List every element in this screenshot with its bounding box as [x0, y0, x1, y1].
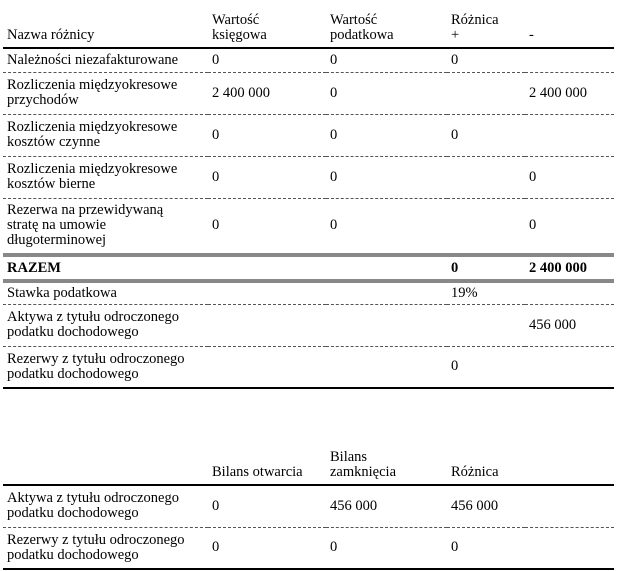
table-row	[3, 485, 614, 527]
header-difference-minus: -	[529, 27, 534, 43]
row-plus: 0	[451, 126, 459, 143]
tax-rate-label: Stawka podatkowa	[7, 284, 117, 301]
row-book: 0	[212, 126, 220, 143]
row-tax: 0	[330, 51, 338, 68]
row-book: 0	[212, 51, 220, 68]
row-minus: 0	[529, 217, 537, 234]
deferred-liability-plus: 0	[451, 358, 459, 375]
deferred-tax-differences-table	[3, 3, 614, 389]
row-plus	[447, 156, 525, 198]
table-row	[3, 527, 614, 569]
row-tax: 0	[330, 217, 338, 234]
row-minus: 0	[529, 168, 537, 185]
deferred-tax-balance-table	[3, 440, 614, 570]
row-closing: 0	[330, 539, 338, 556]
row-name: Rozliczenia międzyokresowe kosztów bierne	[7, 161, 178, 192]
row-minus: 2 400 000	[529, 84, 587, 101]
table-header-row	[3, 440, 614, 485]
header-difference-plus: Różnica +	[451, 12, 499, 43]
table-row	[3, 156, 614, 198]
deferred-liability-label: Rezerwy z tytułu odroczonego podatku dochodowego	[7, 350, 185, 382]
row-plus	[447, 72, 525, 114]
row-book: 2 400 000	[212, 84, 270, 101]
header-closing: Bilans zamknięcia	[330, 449, 397, 480]
table-row	[3, 72, 614, 114]
row-tax: 0	[330, 126, 338, 143]
header-difference: Różnica	[451, 464, 499, 480]
row-minus	[525, 48, 614, 72]
total-plus: 0	[451, 259, 459, 276]
row-name: Rozliczenia międzyokresowe przychodów	[7, 77, 178, 108]
table-row	[3, 48, 614, 72]
tax-rate-value: 19%	[451, 284, 478, 301]
row-opening: 0	[212, 539, 220, 556]
table-header-row	[3, 3, 614, 48]
deferred-asset-minus: 456 000	[529, 316, 577, 333]
table-row	[3, 198, 614, 255]
row-book: 0	[212, 168, 220, 185]
row-name: Rozliczenia międzyokresowe kosztów czynne	[7, 119, 178, 150]
row-name: Aktywa z tytułu odroczonego podatku dochodowego	[7, 490, 179, 522]
deferred-asset-row	[3, 304, 614, 346]
row-difference: 0	[451, 539, 459, 556]
row-name: Rezerwy z tytułu odroczonego podatku dochodowego	[7, 531, 185, 563]
row-plus	[447, 198, 525, 255]
table-row	[3, 114, 614, 156]
row-opening: 0	[212, 497, 220, 514]
row-book: 0	[212, 217, 220, 234]
row-name: Rezerwa na przewidywaną stratę na umowie długoterminowej	[7, 202, 164, 249]
header-tax-value: Wartość podatkowa	[330, 12, 394, 43]
header-opening: Bilans otwarcia	[212, 464, 303, 480]
tax-rate-row	[3, 281, 614, 304]
deferred-liability-row	[3, 346, 614, 388]
header-name: Nazwa różnicy	[7, 27, 95, 43]
total-minus: 2 400 000	[529, 259, 587, 276]
header-book-value: Wartość księgowa	[212, 12, 267, 43]
row-closing: 456 000	[330, 497, 378, 514]
row-tax: 0	[330, 168, 338, 185]
row-plus: 0	[451, 51, 459, 68]
row-difference: 456 000	[451, 497, 499, 514]
row-tax: 0	[330, 84, 338, 101]
total-label: RAZEM	[7, 259, 61, 276]
row-name: Należności niezafakturowane	[7, 51, 179, 68]
row-minus	[525, 114, 614, 156]
deferred-asset-label: Aktywa z tytułu odroczonego podatku dochodowego	[7, 309, 179, 340]
total-row	[3, 255, 614, 281]
